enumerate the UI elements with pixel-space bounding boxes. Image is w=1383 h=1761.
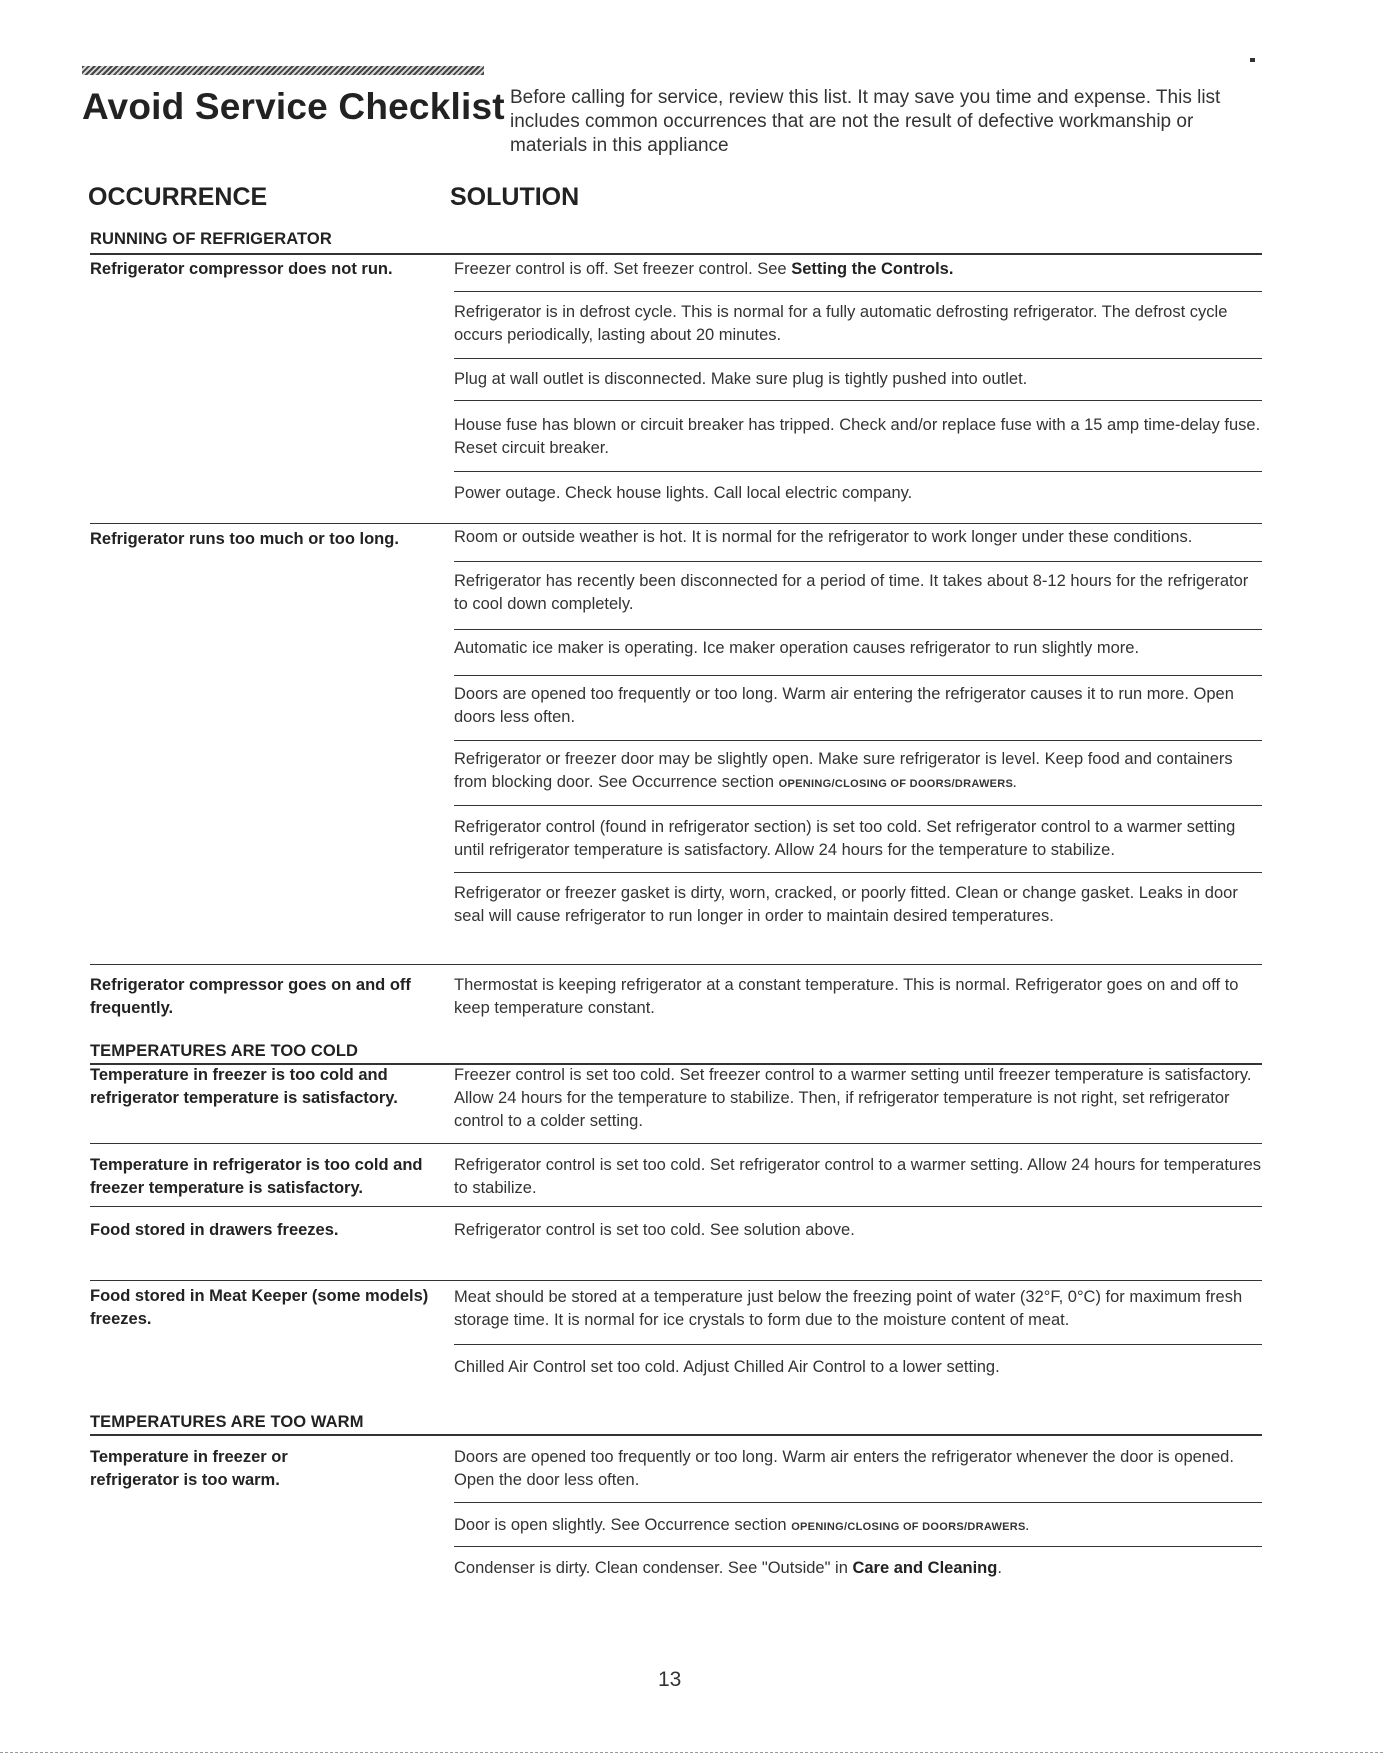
item-divider bbox=[454, 675, 1262, 676]
occurrence-runs-too-much: Refrigerator runs too much or too long. bbox=[90, 530, 399, 548]
item-divider bbox=[454, 471, 1262, 472]
occurrence-divider bbox=[90, 1143, 1262, 1144]
occurrence-freezer-too-cold: Temperature in freezer is too cold and refrigerator temperature is satisfactory. bbox=[90, 1066, 398, 1107]
page-bottom-rule bbox=[0, 1752, 1383, 1753]
item-divider bbox=[454, 805, 1262, 806]
item-divider bbox=[454, 629, 1262, 630]
solution-item: Condenser is dirty. Clean condenser. See "Outside" in Care and Cleaning. bbox=[454, 1559, 1002, 1577]
item-divider bbox=[454, 358, 1262, 359]
solution-item: Refrigerator or freezer door may be slightly open. Make sure refrigerator is level. Keep food and containers from blocking door. See Occurrence section OPENING/CLOSING OF DOORS/DRAWERS. bbox=[454, 750, 1233, 791]
occurrence-divider bbox=[90, 1280, 1262, 1281]
solution-item: Room or outside weather is hot. It is normal for the refrigerator to work longer under these conditions. bbox=[454, 528, 1193, 546]
occurrence-compressor-not-run: Refrigerator compressor does not run. bbox=[90, 260, 393, 278]
intro-paragraph: Before calling for service, review this list. It may save you time and expense. This list includes common occurrences that are not the result of defective workmanship or materials in this appliance bbox=[510, 87, 1221, 156]
item-divider bbox=[454, 291, 1262, 292]
occurrence-goes-on-off: Refrigerator compressor goes on and off frequently. bbox=[90, 976, 411, 1017]
section-divider bbox=[90, 253, 1262, 255]
solution-item: Doors are opened too frequently or too long. Warm air entering the refrigerator causes it to run more. Open doors less often. bbox=[454, 685, 1234, 726]
occurrence-divider bbox=[90, 523, 1262, 524]
occurrence-too-warm: Temperature in freezer or refrigerator is too warm. bbox=[90, 1448, 288, 1489]
solution-item: Thermostat is keeping refrigerator at a constant temperature. This is normal. Refrigerator goes on and off to keep temperature constant. bbox=[454, 976, 1239, 1017]
solution-item: Refrigerator control is set too cold. See solution above. bbox=[454, 1221, 855, 1239]
solution-item: Plug at wall outlet is disconnected. Make sure plug is tightly pushed into outlet. bbox=[454, 370, 1028, 388]
solution-item: Meat should be stored at a temperature just below the freezing point of water (32°F, 0°C) for maximum fresh storage time. It is normal for ice crystals to form due to the moisture content of meat. bbox=[454, 1288, 1243, 1329]
section-divider bbox=[90, 1434, 1262, 1436]
occurrence-meat-keeper: Food stored in Meat Keeper (some models) freezes. bbox=[90, 1287, 429, 1328]
solution-item: Door is open slightly. See Occurrence section OPENING/CLOSING OF DOORS/DRAWERS. bbox=[454, 1516, 1030, 1534]
page-title: Avoid Service Checklist bbox=[82, 86, 505, 127]
item-divider bbox=[454, 1502, 1262, 1503]
corner-mark bbox=[1250, 58, 1255, 62]
occurrence-divider bbox=[90, 1206, 1262, 1207]
item-divider bbox=[454, 400, 1262, 401]
item-divider bbox=[454, 872, 1262, 873]
solution-item: Automatic ice maker is operating. Ice maker operation causes refrigerator to run slightly more. bbox=[454, 639, 1140, 657]
solution-item: House fuse has blown or circuit breaker has tripped. Check and/or replace fuse with a 15 amp time-delay fuse. Reset circuit breaker. bbox=[454, 416, 1261, 457]
item-divider bbox=[454, 740, 1262, 741]
solution-item: Refrigerator control (found in refrigerator section) is set too cold. Set refrigerator control to a warmer setting until refrigerator temperature is satisfactory. Allow 24 hours for the temperature to stabilize. bbox=[454, 818, 1236, 859]
page-number: 13 bbox=[658, 1668, 682, 1691]
section-heading-running: RUNNING OF REFRIGERATOR bbox=[90, 230, 332, 248]
section-heading-too-cold: TEMPERATURES ARE TOO COLD bbox=[90, 1042, 359, 1060]
occurrence-divider bbox=[90, 964, 1262, 965]
solution-column-heading: SOLUTION bbox=[450, 183, 580, 211]
solution-item: Freezer control is set too cold. Set freezer control to a warmer setting until freezer temperature is satisfactory. Allow 24 hours for the temperature to stabilize. Then, if refrigerator temperature is not right, set refrigerator control to a colder setting. bbox=[454, 1066, 1252, 1130]
item-divider bbox=[454, 1546, 1262, 1547]
solution-item: Refrigerator is in defrost cycle. This is normal for a fully automatic defrosting refrigerator. The defrost cycle occurs periodically, lasting about 20 minutes. bbox=[454, 303, 1228, 344]
solution-item: Doors are opened too frequently or too long. Warm air enters the refrigerator whenever the door is opened. Open the door less often. bbox=[454, 1448, 1234, 1489]
occurrence-column-heading: OCCURRENCE bbox=[88, 183, 268, 211]
solution-item: Freezer control is off. Set freezer control. See Setting the Controls. bbox=[454, 260, 954, 278]
item-divider bbox=[454, 1344, 1262, 1345]
solution-item: Power outage. Check house lights. Call local electric company. bbox=[454, 484, 913, 502]
solution-item: Refrigerator has recently been disconnected for a period of time. It takes about 8-12 hours for the refrigerator to cool down completely. bbox=[454, 572, 1249, 613]
occurrence-fridge-too-cold: Temperature in refrigerator is too cold and freezer temperature is satisfactory. bbox=[90, 1156, 423, 1197]
occurrence-drawers-freeze: Food stored in drawers freezes. bbox=[90, 1221, 339, 1239]
solution-item: Refrigerator or freezer gasket is dirty, worn, cracked, or poorly fitted. Clean or change gasket. Leaks in door seal will cause refrigerator to run longer in order to maintain desired temperatures. bbox=[454, 884, 1238, 925]
solution-item: Chilled Air Control set too cold. Adjust Chilled Air Control to a lower setting. bbox=[454, 1358, 1000, 1376]
item-divider bbox=[454, 561, 1262, 562]
section-heading-too-warm: TEMPERATURES ARE TOO WARM bbox=[90, 1413, 364, 1431]
decorative-hatch-bar bbox=[82, 66, 484, 75]
solution-item: Refrigerator control is set too cold. Set refrigerator control to a warmer setting. Allow 24 hours for temperatures to stabilize. bbox=[454, 1156, 1262, 1197]
